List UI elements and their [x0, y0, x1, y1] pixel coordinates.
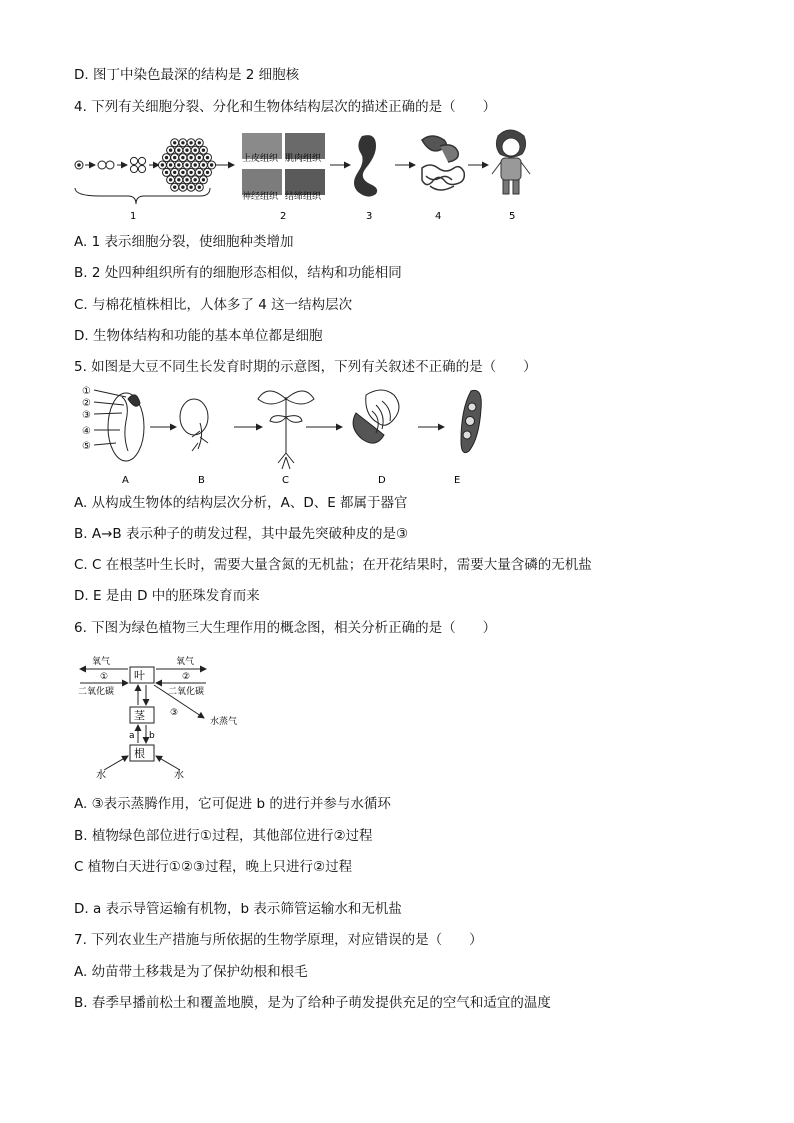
tissue-connective: 结缔组织 — [285, 192, 322, 202]
cell-nucleus — [194, 179, 196, 181]
cell-nucleus — [182, 142, 184, 144]
tissue-muscle: 肌肉组织 — [285, 154, 322, 164]
q6-option-b: B. 植物绿色部位进行①过程，其他部位进行②过程 — [74, 828, 373, 844]
cell-nucleus — [178, 164, 180, 166]
tissue-epithelial: 上皮组织 — [242, 154, 279, 164]
cell-nucleus — [194, 149, 196, 151]
cell-nucleus — [178, 149, 180, 151]
cell-nucleus — [206, 156, 208, 158]
q4-option-a: A. 1 表示细胞分裂，使细胞种类增加 — [74, 234, 294, 250]
cell-nucleus — [169, 179, 171, 181]
cell-nucleus — [190, 171, 192, 173]
fig4-label-4: 4 — [435, 211, 442, 222]
cell-nucleus — [190, 186, 192, 188]
cell-nucleus — [210, 164, 212, 166]
cell-nucleus — [169, 149, 171, 151]
tissue-images — [242, 133, 325, 195]
q4-stem: 4. 下列有关细胞分裂、分化和生物体结构层次的描述正确的是（ ） — [74, 99, 497, 115]
water-left: 水 — [96, 770, 106, 781]
label-a: a — [129, 731, 135, 741]
fig4-label-5: 5 — [509, 211, 516, 222]
cell-nucleus — [198, 142, 200, 144]
q4-option-d: D. 生物体结构和功能的基本单位都是细胞 — [74, 328, 323, 344]
leaf-label: 叶 — [134, 669, 145, 682]
cell-nucleus — [198, 171, 200, 173]
cell-nucleus — [190, 156, 192, 158]
flower-icon — [353, 390, 399, 443]
cell-nucleus — [169, 164, 171, 166]
stage-c: C — [282, 475, 289, 486]
cell-nucleus — [165, 171, 167, 173]
q6-stem: 6. 下图为绿色植物三大生理作用的概念图，相关分析正确的是（ ） — [74, 620, 497, 636]
oxygen-left: 氧气 — [92, 657, 111, 667]
q5-option-a: A. 从构成生物体的结构层次分析，A、D、E 都属于器官 — [74, 495, 408, 511]
q5-stem: 5. 如图是大豆不同生长发育时期的示意图，下列有关叙述不正确的是（ ） — [74, 359, 537, 375]
q6-option-c: C 植物白天进行①②③过程，晚上只进行②过程 — [74, 859, 353, 875]
q4-option-c: C. 与棉花植株相比，人体多了 4 这一结构层次 — [74, 297, 353, 313]
process-2: ② — [182, 672, 191, 682]
cell-nucleus — [174, 156, 176, 158]
fig4-label-3: 3 — [366, 211, 373, 222]
label-b: b — [149, 731, 155, 741]
cell-nucleus — [186, 164, 188, 166]
q7-option-b: B. 春季早播前松土和覆盖地膜，是为了给种子萌发提供充足的空气和适宜的温度 — [74, 995, 551, 1011]
cell-nucleus — [182, 171, 184, 173]
cell-nucleus — [161, 164, 163, 166]
digestive-system-icon — [422, 136, 464, 190]
cell-nucleus — [194, 164, 196, 166]
q5-option-c: C. C 在根茎叶生长时，需要大量含氮的无机盐；在开花结果时，需要大量含磷的无机盐 — [74, 557, 592, 573]
cell-nucleus — [198, 156, 200, 158]
cell-nucleus — [202, 164, 204, 166]
cell-nucleus — [202, 149, 204, 151]
co2-left: 二氧化碳 — [78, 687, 115, 697]
oxygen-right: 氧气 — [176, 657, 195, 667]
q7-stem: 7. 下列农业生产措施与所依据的生物学原理，对应错误的是（ ） — [74, 932, 483, 948]
q4-figure — [70, 128, 540, 224]
stage-a: A — [122, 475, 129, 486]
fig4-label-2: 2 — [280, 211, 287, 222]
part-5: ⑤ — [82, 441, 91, 452]
part-2: ② — [82, 398, 91, 409]
stage-e: E — [454, 475, 461, 486]
stage-b: B — [198, 475, 205, 486]
process-3: ③ — [170, 708, 179, 718]
cell-nucleus — [206, 171, 208, 173]
stem-label: 茎 — [134, 709, 145, 722]
q4-option-b: B. 2 处四种组织所有的细胞形态相似，结构和功能相同 — [74, 265, 402, 281]
cell-nucleus — [174, 186, 176, 188]
cell-nucleus — [182, 156, 184, 158]
pod-icon — [461, 390, 481, 452]
q5-figure — [76, 383, 526, 489]
cell-division-icon — [75, 139, 216, 191]
child-icon — [492, 130, 530, 194]
stomach-icon — [354, 135, 377, 196]
q6-figure — [76, 652, 256, 782]
q3-option-d: D. 图丁中染色最深的结构是 2 细胞核 — [74, 67, 300, 83]
stage-d: D — [378, 475, 386, 486]
q5-option-b: B. A→B 表示种子的萌发过程，其中最先突破种皮的是③ — [74, 526, 409, 542]
cell-nucleus — [174, 171, 176, 173]
q7-option-a: A. 幼苗带土移栽是为了保护幼根和根毛 — [74, 964, 308, 980]
part-4: ④ — [82, 426, 91, 437]
cell-nucleus — [182, 186, 184, 188]
germinating-seed-icon — [180, 399, 208, 435]
cell-nucleus — [186, 149, 188, 151]
tissue-nerve: 神经组织 — [242, 192, 279, 202]
cell-nucleus — [190, 142, 192, 144]
root-label: 根 — [134, 747, 145, 760]
cell-nucleus — [174, 142, 176, 144]
q5-option-d: D. E 是由 D 中的胚珠发育而来 — [74, 588, 260, 604]
cell-nucleus — [178, 179, 180, 181]
co2-right: 二氧化碳 — [168, 687, 205, 697]
process-1: ① — [100, 672, 109, 682]
cell-nucleus — [186, 179, 188, 181]
cell-nucleus — [202, 179, 204, 181]
water-right: 水 — [174, 770, 184, 781]
fig4-label-1: 1 — [130, 211, 137, 222]
part-3: ③ — [82, 410, 91, 421]
cell-nucleus — [198, 186, 200, 188]
seedling-icon — [258, 391, 314, 469]
q6-option-d: D. a 表示导管运输有机物，b 表示筛管运输水和无机盐 — [74, 901, 402, 917]
vapor-label: 水蒸气 — [210, 717, 238, 727]
part-1: ① — [82, 386, 91, 397]
q6-option-a: A. ③表示蒸腾作用，它可促进 b 的进行并参与水循环 — [74, 796, 391, 812]
cell-nucleus — [165, 156, 167, 158]
